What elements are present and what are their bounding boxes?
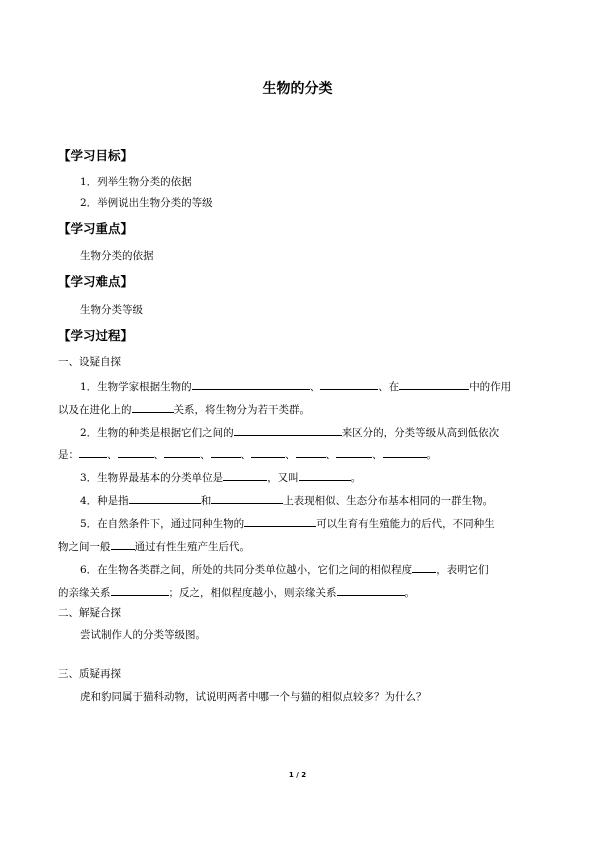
answer-blank[interactable] [399, 378, 469, 390]
section-key-points: 【学习重点】 [58, 221, 134, 236]
question-2-line-1: 2．生物的种类是根据它们之间的 来区分的，分类等级从高到低依次 [80, 424, 499, 440]
difficulties-text: 生物分类等级 [80, 304, 143, 316]
answer-blank[interactable] [412, 561, 436, 573]
answer-blank[interactable] [79, 446, 107, 458]
part3-text: 虎和豹同属于猫科动物，试说明两者中哪一个与猫的相似点较多？为什么？ [80, 691, 427, 703]
answer-blank[interactable] [320, 378, 378, 390]
question-4: 4．种是指 和 上表现相似、生态分布基本相同的一群生物。 [80, 492, 493, 508]
part2-heading: 二、解疑合探 [58, 607, 121, 619]
goal-item-2: 2．举例说出生物分类的等级 [80, 197, 213, 209]
question-6-line-1: 6．在生物各类群之间，所处的共同分类单位越小，它们之间的相似程度 ，表明它们 [80, 561, 489, 577]
answer-blank[interactable] [111, 584, 169, 596]
section-learning-process: 【学习过程】 [58, 328, 134, 343]
answer-blank[interactable] [244, 515, 316, 527]
answer-blank[interactable] [164, 446, 200, 458]
answer-blank[interactable] [223, 469, 267, 481]
question-1-line-2: 以及在进化上的 关系，将生物分为若干类群。 [58, 401, 310, 417]
key-points-text: 生物分类的依据 [80, 250, 154, 262]
page-title: 生物的分类 [262, 81, 333, 97]
question-3: 3．生物界最基本的分类单位是 ，又叫 。 [80, 469, 361, 485]
answer-blank[interactable] [211, 492, 283, 504]
part3-heading: 三、质疑再探 [58, 668, 121, 680]
page-number: 1 / 2 [288, 771, 307, 779]
section-learning-goals: 【学习目标】 [58, 148, 134, 163]
part2-text: 尝试制作人的分类等级图。 [80, 629, 206, 641]
answer-blank[interactable] [118, 446, 154, 458]
part1-heading: 一、设疑自探 [58, 356, 121, 368]
answer-blank[interactable] [192, 378, 310, 390]
answer-blank[interactable] [111, 538, 135, 550]
question-6-line-2: 的亲缘关系 ；反之，相似程度越小，则亲缘关系 。 [58, 584, 415, 600]
answer-blank[interactable] [296, 446, 326, 458]
answer-blank[interactable] [383, 446, 427, 458]
answer-blank[interactable] [129, 492, 201, 504]
answer-blank[interactable] [336, 446, 372, 458]
answer-blank[interactable] [337, 584, 405, 596]
goal-item-1: 1．列举生物分类的依据 [80, 176, 192, 188]
question-5-line-2: 物之间一般 通过有性生殖产生后代。 [58, 538, 250, 554]
question-2-line-2: 是： 、 、 、 、 、 、 、 。 [58, 446, 437, 462]
question-5-line-1: 5．在自然条件下，通过同种生物的 可以生育有生殖能力的后代，不同种生 [80, 515, 495, 531]
answer-blank[interactable] [299, 469, 351, 481]
section-difficulties: 【学习难点】 [58, 274, 134, 289]
answer-blank[interactable] [251, 446, 285, 458]
answer-blank[interactable] [132, 401, 174, 413]
question-1-line-1: 1．生物学家根据生物的 、 、在 中的作用 [80, 378, 511, 394]
answer-blank[interactable] [234, 424, 342, 436]
answer-blank[interactable] [211, 446, 241, 458]
